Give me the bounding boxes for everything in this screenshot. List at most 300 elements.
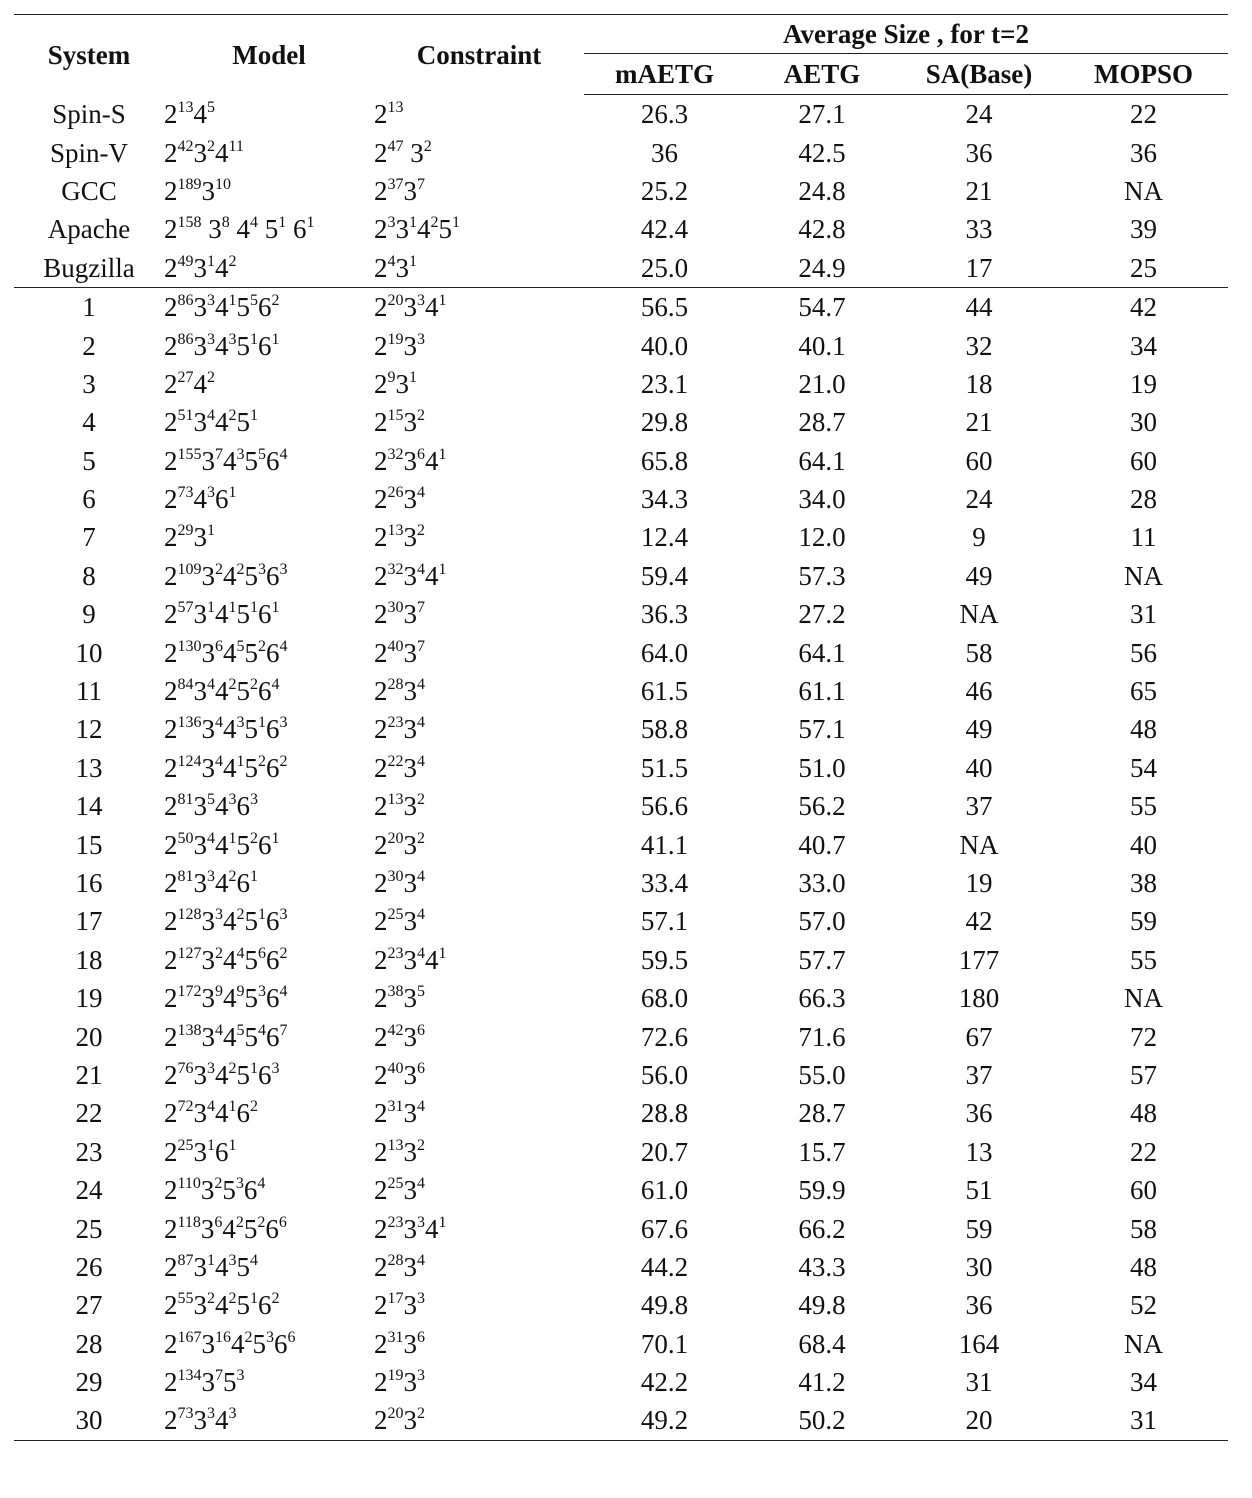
factor-exponent: 2 [215, 944, 223, 962]
factor-exponent: 3 [236, 714, 245, 732]
factor-base: 2 [374, 1213, 388, 1244]
mopso-cell: NA [1124, 560, 1163, 591]
factor-base: 3 [403, 1290, 417, 1321]
factor-exponent: 1 [258, 714, 266, 732]
mopso-cell: NA [1124, 175, 1163, 206]
factor-exponent: 2 [257, 1213, 266, 1231]
aetg-cell: 55.0 [798, 1059, 846, 1090]
model-cell [164, 557, 374, 595]
factor-base: 4 [425, 292, 439, 323]
factor-exponent: 30 [387, 599, 404, 617]
system-cell: 17 [75, 906, 103, 937]
factor-exponent: 4 [207, 676, 215, 694]
factor-base: 3 [201, 752, 215, 783]
factor-exponent: 13 [387, 98, 404, 116]
factor-exponent: 49 [177, 252, 194, 270]
constraint-cell [374, 557, 584, 595]
factor-exponent: 2 [279, 752, 288, 770]
factor-base: 4 [223, 637, 237, 668]
factor-base: 2 [374, 368, 388, 399]
system-cell: 25 [75, 1213, 103, 1244]
factor-base: 4 [223, 714, 237, 745]
sa-cell: 31 [965, 1367, 993, 1398]
factor-exponent: 73 [177, 484, 194, 502]
factor-exponent: 20 [387, 829, 404, 847]
sa-cell: 32 [965, 330, 993, 361]
factor-base: 2 [374, 1328, 388, 1359]
factor-base: 3 [403, 1328, 417, 1359]
sa-cell: 18 [965, 368, 993, 399]
factor-exponent: 38 [387, 983, 404, 1001]
factor-base: 2 [164, 1136, 178, 1167]
maetg-cell: 68.0 [640, 983, 689, 1014]
factor-base: 2 [164, 1328, 178, 1359]
factor-exponent: 40 [387, 637, 404, 655]
model-cell [164, 864, 374, 902]
factor-exponent: 81 [177, 791, 194, 809]
constraint-cell [374, 979, 584, 1017]
factor-base: 4 [222, 1213, 236, 1244]
factor-exponent: 31 [387, 1328, 404, 1346]
factor-exponent: 55 [177, 1290, 194, 1308]
aetg-cell: 27.1 [798, 99, 846, 130]
table-row [14, 1133, 1228, 1171]
factor-exponent: 3 [236, 445, 245, 463]
factor-base: 3 [201, 214, 222, 245]
mopso-cell: 39 [1130, 214, 1157, 245]
factor-exponent: 3 [279, 714, 288, 732]
factor-exponent: 7 [417, 599, 425, 617]
factor-base: 5 [236, 1251, 250, 1282]
factor-exponent: 9 [236, 983, 245, 1001]
factor-base: 4 [223, 560, 237, 591]
factor-base: 6 [236, 1098, 250, 1129]
factor-base: 3 [201, 944, 215, 975]
factor-exponent: 2 [228, 252, 237, 270]
constraint-cell [374, 710, 584, 748]
factor-base: 5 [244, 560, 258, 591]
constraint-cell [374, 595, 584, 633]
aetg-cell: 42.5 [798, 137, 846, 168]
maetg-cell: 42.2 [640, 1367, 689, 1398]
sa-cell: 9 [972, 522, 986, 553]
factor-exponent: 6 [278, 1213, 287, 1231]
factor-exponent: 29 [177, 522, 194, 540]
factor-exponent: 3 [236, 1367, 245, 1385]
factor-base: 3 [201, 445, 215, 476]
factor-exponent: 1 [250, 330, 258, 348]
maetg-cell: 51.5 [640, 752, 689, 783]
factor-base: 2 [164, 252, 178, 283]
aetg-cell: 57.1 [798, 714, 846, 745]
factor-exponent: 28 [387, 676, 404, 694]
factor-base: 5 [236, 1290, 250, 1321]
constraint-cell [374, 1401, 584, 1440]
factor-exponent: 7 [279, 1021, 288, 1039]
table-row [14, 1363, 1228, 1401]
aetg-cell: 27.2 [798, 599, 846, 630]
factor-exponent: 72 [177, 1098, 194, 1116]
factor-base: 5 [244, 714, 258, 745]
factor-exponent: 5 [417, 983, 425, 1001]
sa-cell: 180 [958, 983, 1000, 1014]
system-cell: 10 [75, 637, 103, 668]
maetg-cell: 49.8 [640, 1290, 689, 1321]
factor-exponent: 1 [236, 752, 245, 770]
model-cell [164, 326, 374, 364]
mopso-cell: 31 [1059, 1401, 1228, 1440]
mopso-cell: 48 [1130, 1098, 1157, 1129]
factor-base: 2 [374, 1405, 388, 1436]
factor-exponent: 81 [177, 868, 194, 885]
factor-base: 2 [374, 637, 388, 668]
factor-exponent: 3 [228, 330, 237, 348]
factor-base: 3 [201, 983, 215, 1014]
factor-exponent: 2 [244, 1328, 253, 1346]
aetg-cell: 59.9 [798, 1175, 846, 1206]
factor-exponent: 2 [423, 137, 432, 155]
constraint-cell [374, 442, 584, 480]
factor-exponent: 3 [207, 330, 215, 348]
system-cell: 4 [82, 407, 96, 438]
factor-exponent: 1 [228, 292, 237, 310]
mopso-cell: 22 [1130, 99, 1157, 130]
factor-base: 3 [201, 560, 215, 591]
model-cell [164, 287, 374, 326]
factor-base: 2 [374, 1136, 388, 1167]
factor-exponent: 2 [430, 214, 439, 232]
factor-exponent: 2 [215, 560, 223, 578]
factor-exponent: 4 [271, 676, 280, 694]
factor-base: 5 [258, 214, 279, 245]
factor-exponent: 5 [258, 445, 266, 463]
system-cell: Spin-V [49, 137, 128, 168]
model-cell [164, 133, 374, 171]
factor-base: 4 [215, 1251, 229, 1282]
maetg-cell: 56.5 [584, 287, 745, 326]
constraint-cell [374, 1325, 584, 1363]
constraint-cell [374, 633, 584, 671]
table-row [14, 749, 1228, 787]
factor-base: 5 [244, 445, 258, 476]
factor-base: 3 [403, 599, 417, 630]
factor-base: 2 [374, 214, 388, 245]
factor-base: 2 [164, 407, 178, 438]
factor-base: 4 [229, 214, 250, 245]
system-cell: 23 [75, 1136, 103, 1167]
factor-base: 6 [266, 714, 280, 745]
maetg-cell: 25.0 [640, 252, 689, 283]
factor-exponent: 1 [207, 599, 215, 617]
factor-exponent: 6 [214, 1213, 223, 1231]
system-cell: 29 [75, 1367, 103, 1398]
mopso-cell: 65 [1130, 676, 1157, 707]
factor-exponent: 128 [177, 906, 202, 924]
factor-base: 3 [193, 252, 207, 283]
system-cell: 6 [82, 484, 96, 515]
factor-base: 2 [374, 1098, 388, 1129]
sa-cell: 67 [965, 1021, 993, 1052]
mopso-cell: 34 [1130, 1367, 1157, 1398]
mopso-cell: NA [1124, 1328, 1163, 1359]
mopso-cell: 19 [1130, 368, 1157, 399]
constraint-cell [374, 480, 584, 518]
factor-base: 3 [201, 1367, 215, 1398]
mopso-cell: 60 [1130, 445, 1157, 476]
factor-exponent: 2 [228, 1290, 237, 1308]
factor-base: 4 [215, 292, 229, 323]
factor-exponent: 4 [417, 906, 425, 924]
sa-cell: NA [959, 829, 999, 860]
model-cell [164, 249, 374, 288]
system-cell: GCC [61, 175, 117, 206]
factor-base: 6 [266, 1021, 280, 1052]
constraint-cell [374, 95, 584, 134]
factor-exponent: 5 [236, 1021, 245, 1039]
factor-exponent: 2 [417, 1405, 425, 1423]
factor-exponent: 2 [228, 1059, 237, 1077]
factor-exponent: 1 [409, 252, 417, 270]
mopso-cell: 59 [1130, 906, 1157, 937]
factor-exponent: 1 [306, 214, 315, 232]
factor-base: 3 [403, 944, 417, 975]
factor-exponent: 3 [417, 292, 425, 310]
factor-base: 3 [193, 829, 207, 860]
aetg-cell: 64.1 [798, 637, 846, 668]
table-row [14, 1248, 1228, 1286]
header-average-size: Average Size , for t=2 [584, 15, 1228, 54]
constraint-cell [374, 1017, 584, 1055]
factor-exponent: 9 [387, 368, 396, 386]
factor-base: 3 [403, 522, 417, 553]
aetg-cell: 61.1 [798, 676, 846, 707]
model-cell [164, 902, 374, 940]
factor-base: 2 [164, 1290, 178, 1321]
factor-exponent: 1 [228, 1098, 237, 1116]
sa-cell: 46 [965, 676, 993, 707]
factor-base: 2 [164, 1098, 178, 1129]
factor-exponent: 127 [177, 944, 202, 962]
factor-base: 2 [374, 676, 388, 707]
constraint-cell [374, 249, 584, 288]
constraint-cell [374, 1248, 584, 1286]
factor-exponent: 2 [250, 676, 258, 694]
aetg-cell: 49.8 [798, 1290, 846, 1321]
factor-base: 2 [164, 868, 178, 898]
factor-base: 2 [164, 1213, 178, 1244]
table-row [14, 133, 1228, 171]
factor-base: 4 [425, 944, 439, 975]
factor-base: 5 [438, 214, 452, 245]
maetg-cell: 72.6 [640, 1021, 689, 1052]
factor-exponent: 4 [250, 214, 258, 232]
factor-base: 3 [403, 1213, 417, 1244]
factor-exponent: 3 [250, 791, 258, 809]
factor-exponent: 3 [207, 1405, 215, 1423]
constraint-cell [374, 902, 584, 940]
factor-exponent: 130 [177, 637, 202, 655]
factor-base: 2 [164, 1021, 178, 1052]
factor-exponent: 1 [207, 522, 215, 540]
factor-base: 2 [164, 714, 178, 745]
factor-exponent: 19 [387, 330, 404, 348]
factor-exponent: 5 [250, 292, 258, 310]
factor-exponent: 134 [177, 1367, 202, 1385]
factor-base: 2 [374, 330, 388, 361]
factor-exponent: 20 [387, 292, 404, 310]
factor-exponent: 124 [177, 752, 202, 770]
maetg-cell: 56.6 [640, 791, 689, 822]
factor-base: 4 [223, 1021, 237, 1052]
factor-base: 6 [266, 906, 280, 937]
factor-exponent: 4 [258, 1021, 266, 1039]
factor-base: 3 [193, 137, 207, 168]
factor-exponent: 2 [271, 1290, 280, 1308]
factor-base: 3 [403, 1059, 417, 1090]
table-row [14, 557, 1228, 595]
factor-base: 3 [403, 1367, 417, 1398]
mopso-cell: 36 [1130, 137, 1157, 168]
factor-base: 6 [258, 1059, 272, 1090]
factor-base: 2 [374, 1059, 388, 1090]
factor-base: 3 [193, 330, 207, 361]
factor-exponent: 4 [417, 1175, 425, 1193]
factor-base: 3 [193, 1405, 207, 1436]
model-cell [164, 633, 374, 671]
mopso-cell: 22 [1130, 1136, 1157, 1167]
table-row [14, 480, 1228, 518]
factor-base: 6 [236, 868, 250, 898]
mopso-cell: 31 [1130, 599, 1157, 630]
factor-exponent: 4 [215, 714, 223, 732]
factor-exponent: 1 [228, 484, 237, 502]
system-cell: 1 [14, 287, 164, 326]
table-row [14, 172, 1228, 210]
constraint-cell [374, 1056, 584, 1094]
factor-base: 3 [403, 676, 417, 707]
model-cell [164, 979, 374, 1017]
table-row [14, 902, 1228, 940]
factor-exponent: 3 [279, 906, 288, 924]
maetg-cell: 64.0 [640, 637, 689, 668]
model-cell [164, 1017, 374, 1055]
factor-exponent: 57 [177, 599, 194, 617]
factor-base: 2 [164, 1251, 178, 1282]
maetg-cell: 33.4 [640, 868, 689, 898]
factor-exponent: 109 [177, 560, 202, 578]
factor-base: 3 [193, 676, 207, 707]
sa-cell: 58 [965, 637, 993, 668]
sa-cell: 21 [965, 175, 993, 206]
maetg-cell: 34.3 [640, 484, 689, 515]
factor-exponent: 1 [258, 906, 266, 924]
maetg-cell: 49.2 [584, 1401, 745, 1440]
factor-base: 2 [374, 407, 388, 438]
factor-base: 6 [266, 983, 280, 1014]
mopso-cell: 11 [1130, 522, 1157, 553]
maetg-cell: 56.0 [640, 1059, 689, 1090]
system-cell: 8 [82, 560, 96, 591]
sa-cell: 20 [899, 1401, 1059, 1440]
factor-exponent: 1 [250, 407, 258, 425]
factor-exponent: 189 [177, 175, 202, 193]
header-aetg: AETG [745, 54, 899, 95]
maetg-cell: 25.2 [640, 175, 689, 206]
factor-base: 3 [403, 175, 417, 206]
factor-exponent: 25 [177, 1136, 194, 1154]
factor-base: 3 [403, 637, 417, 668]
factor-exponent: 3 [266, 1328, 274, 1346]
factor-base: 6 [265, 1213, 279, 1244]
factor-exponent: 7 [417, 175, 425, 193]
factor-exponent: 6 [417, 1021, 425, 1039]
factor-exponent: 13 [387, 1136, 404, 1154]
factor-exponent: 3 [235, 1175, 244, 1193]
factor-exponent: 73 [177, 1405, 194, 1423]
mopso-cell: 55 [1130, 944, 1157, 975]
sa-cell: 164 [958, 1328, 1000, 1359]
factor-exponent: 20 [387, 1405, 404, 1423]
sa-cell: 17 [965, 252, 993, 283]
factor-base: 2 [164, 676, 178, 707]
aetg-cell: 34.0 [798, 484, 846, 515]
factor-exponent: 2 [258, 637, 266, 655]
factor-base: 6 [258, 1290, 272, 1321]
factor-base: 2 [374, 252, 388, 283]
system-cell: 18 [75, 944, 103, 975]
factor-exponent: 1 [207, 1136, 215, 1154]
system-cell: 21 [75, 1059, 103, 1090]
factor-base: 2 [374, 1021, 388, 1052]
factor-base: 4 [223, 983, 237, 1014]
factor-base: 3 [403, 1175, 417, 1206]
factor-exponent: 1 [438, 944, 447, 962]
system-cell: 30 [14, 1401, 164, 1440]
factor-base: 3 [403, 829, 417, 860]
factor-exponent: 3 [258, 560, 266, 578]
system-cell: 14 [75, 791, 103, 822]
factor-base: 2 [164, 637, 178, 668]
system-cell: 2 [82, 330, 96, 361]
factor-exponent: 4 [250, 1251, 258, 1269]
factor-base: 3 [193, 1290, 207, 1321]
factor-exponent: 1 [250, 868, 258, 885]
table-row [14, 941, 1228, 979]
factor-base: 5 [222, 1175, 236, 1206]
factor-base: 6 [274, 1328, 288, 1359]
factor-exponent: 32 [387, 560, 404, 578]
system-cell: 12 [75, 714, 103, 745]
constraint-cell [374, 672, 584, 710]
maetg-cell: 28.8 [640, 1098, 689, 1129]
factor-base: 2 [374, 1251, 388, 1282]
factor-base: 2 [164, 484, 178, 515]
factor-base: 6 [258, 599, 272, 630]
header-model: Model [164, 15, 374, 95]
factor-base: 5 [223, 1367, 237, 1398]
factor-base: 3 [403, 407, 417, 438]
factor-base: 2 [164, 175, 178, 206]
sa-cell: 60 [965, 445, 993, 476]
factor-base: 6 [266, 637, 280, 668]
model-cell [164, 672, 374, 710]
factor-base: 3 [403, 752, 417, 783]
factor-base: 6 [258, 330, 272, 361]
factor-base: 2 [164, 944, 178, 975]
factor-base: 2 [164, 522, 178, 553]
factor-base: 3 [403, 560, 417, 591]
model-cell [164, 210, 374, 248]
